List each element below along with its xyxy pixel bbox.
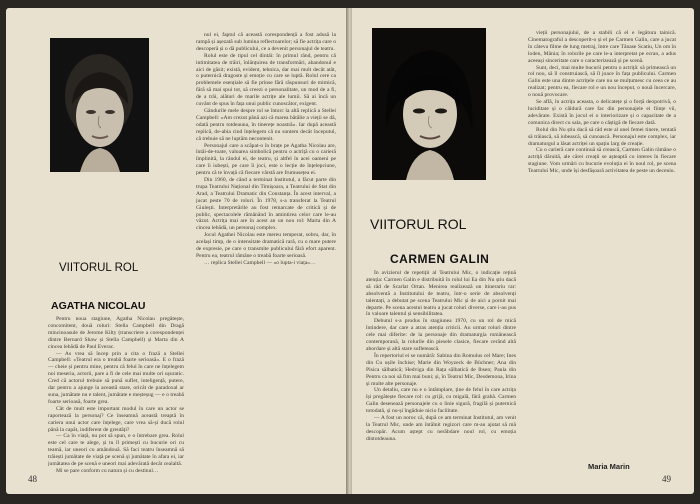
paragraph: Mi se pare conform cu natura și cu destinul…	[56, 467, 159, 474]
paragraph: Debutul s-a produs în stagiunea 1970, cu un rol de mică întindere, dar care a atras atenția criticii. Au urmat roluri dintre cele mai diferite: de la personaje din dramaturgia românească contemporană, la rolurile din piesele clasice, fiecare cerând altă abordare și altă stare sufletească.	[366, 318, 516, 352]
paragraph: vieții personajului, de a stabili că el e legătura tainică. Cinematograful a descoperit-o și el pe Carmen Galin, care a jucat în câteva filme de lung metraj, între care Tănase Scatiu, Un om în loden, Mânia; în rolurile pe care le-a interpretat pe ecran, a adus aceeași sinceritate care o caracterizează și pe scenă.	[528, 30, 676, 64]
right-text-column-1	[366, 270, 516, 482]
paragraph: În repertoriul ei se numără: Sabina din Romulus cel Mare; Ines din Cu ușile închise; Marie din Woyzeck de Büchner; Ana din Pisica sălbatică; Hedviga din Rața sălbatică de Ibsen; Paula din Pentru ca noi să fim mai buni; și, în Teatrul Mic, Desdemona, Irina și multe alte personaje.	[366, 352, 516, 387]
agatha-nicolau-portrait	[50, 38, 149, 172]
paragraph: — Ca în viață, nu pot să spun, e o întrebare grea. Rolul este cel care te alege, și tu îl primești cu bucurie ori cu teamă, iar uneori cu amândouă. Să faci teatru înseamnă să trăiești jumătate de viață pe scenă și jumătate în afara ei, iar jumătatea de pe scenă e uneori mai adevărată decât cealaltă.	[48, 433, 184, 468]
right-text-column-2	[528, 30, 676, 456]
paragraph: Gândurile mele despre rol se întorc la altă replică a Stellei Campbell: «Am crezut până azi că marea bătălie a vieții se dă, odată pentru totdeauna, în tinerețe noastră». Iar după această replică, de-abia cind înțelegem că nu suntem decât începutul, că trebuie să ne luptăm necontenit.	[196, 107, 336, 142]
paragraph: Jocul Agathei Nicolau este mereu temperat, sobru, dar, în același timp, de o intensitate dramatică rară, cu o mare putere de expresie, pe care o transmite publicului fără efort aparent. Pentru ea, teatrul rămâne o treabă foarte serioasă.	[196, 232, 336, 259]
paragraph: — A fost un noroc că, după ce am terminat Institutul, am venit la Teatrul Mic, unde am întâlnit regizori care m-au ajutat să mă descopăr. Acum aștept cu nerăbdare noul rol, cu emoția dintotdeauna.	[366, 415, 516, 442]
paragraph: În avizierul de repetiții al Teatrului Mic, o indicație rețină atenția: Carmen Galin e distribuită în rolul lui Ea din Nu știu dacă să râd de Scarlat Ortan. Menirea realizează un itinerariu rar: absolventă a Institutului de teatru, într-o serie de absolvenți talentați, a debutat pe scena Teatrului Mic și de aici a pornit mai departe. Pe scena acestui teatru a jucat roluri diverse, care i-au pus în valoare talentul și sensibilitatea.	[366, 270, 516, 318]
paragraph: Se află, în actrița aceasta, o delicatețe și o forță deopotrivă, o luciditate și o căldură care fac din personajele ei ființe vii, adevărate. Există în jocul ei o interiorizare și o capacitate de a comunica direct cu sala, pe care o câștigă de fiecare dată.	[528, 99, 676, 126]
paragraph: … replica Stellei Campbell — «o lupta-i viața»…	[204, 259, 316, 266]
left-page	[6, 8, 348, 494]
paragraph: Cât de mult este important modul în care un actor se raportează la personaj? Ce înseamnă această treaptă în cariera unui actor care înțelege, care vrea să-și ducă rolul până la capăt, indiferent de greutăți?	[48, 405, 184, 433]
article-author: Maria Marin	[588, 462, 630, 471]
paragraph: Sunt, deci, mai multe bucurii pentru o actriță: să primească un rol nou, să îl construiască, să îl joace în fața publicului. Carmen Galin este una dintre actrițele care nu se mulțumesc cu ceea ce au realizat; pentru ea, fiecare rol e un nou început, o nouă încercare, o nouă provocare.	[528, 64, 676, 99]
left-text-column-2	[196, 32, 336, 480]
left-subject-name: AGATHA NICOLAU	[51, 300, 146, 312]
paragraph: Personajul care a scăpat-o în brațe pe Agatha Nicolau are, întâi-de-toate, valoarea simbolică pentru o actriță cu o carieră împlinită, la rândul ei, de teatru, și altfel în acei oameni pe care îi iubești, pe care îi joci, este o lecție de înțelepciune, pentru că te învață că fiecare vârstă are frumusețea ei.	[196, 142, 336, 177]
carmen-galin-portrait	[372, 28, 486, 180]
right-page-number: 49	[662, 474, 671, 484]
right-page	[352, 8, 694, 494]
paragraph: nul ei, faptul că această corespondență a fost adusă la rampă și așezată sub lumina reflectoarelor; să fie actrița care o descoperă și o dă publicului, ce a devenit personajul de teatru.	[196, 32, 336, 52]
left-page-number: 48	[28, 474, 37, 484]
left-text-column-1	[48, 316, 184, 480]
paragraph: Pentru noua stagiune, Agatha Nicolau pregătește, concomitent, două roluri: Stella Campbell din Dragă mincinoasule de Jerome Kilty (transcriere a corespondenței dintre Bernard Shaw și Stella Campbell) și Marta din A cincea lebădă de Paul Everac.	[48, 316, 184, 350]
paragraph: Din 1960, de când a terminat Institutul, a făcut parte din trupa Teatrului Național din Timișoara, a Teatrului de Stat din Arad, a Teatrului Dramatic din Constanța. În acest interval, a jucat peste 70 de roluri. În 1978, s-a transferat la Teatrul Giulești. Interpretările au fost remarcate de critică și de public, spectacolele rămânând în amintirea celor care le-au văzut. Actrița mai are în acest an un nou rol: Marta din A cincea lebădă, un personaj complex.	[196, 177, 336, 232]
right-subject-name: CARMEN GALIN	[390, 252, 490, 266]
right-heading: VIITORUL ROL	[370, 216, 467, 232]
paragraph: Rolul din Nu știu dacă să râd este al unei femei tinere, tentată să trăiască, să iubească, să cunoască. Personajul este complex, iar dramaturgul a lăsat actriței un spațiu larg de creație.	[528, 126, 676, 147]
paragraph: Cu o carieră care continuă să crească, Carmen Galin rămâne o actriță dăruită, ale cărei creații se așteaptă cu interes în fiecare stagiune. Vom urmări cu bucurie evoluția ei în noul rol, pe scena Teatrului Mic, unde își desfășoară activitatea de peste un deceniu.	[528, 147, 676, 175]
paragraph: Un detaliu, care nu e o întâmplare, ține de felul în care actrița își pregătește fiecare rol: cu grijă, cu migală, fără grabă. Carmen Galin desenează personajele cu o linie sigură, fragilă și puternică totodată, și nu-și îngăduie nicio facilitate.	[366, 387, 516, 415]
paragraph: Rolul este de tipul cel dintâi: în primul rând, pentru că intimitatea de trăiri, înlănțuirea de transformări, abandonul e aici de găsit; există, evident, tehnica, dar mai mult decât atât, o puternică dragoste și emoție cu care se luptă. Rolul cere ca problemele esențiale să fie prinse fără răspunsuri de mimică, fără să mai spui tot, să creezi o personalitate, un mod de a fi, de a trăi, alături de marile actrițe ale lumii. Să ai încă un cuvânt de spus în fața unui public cunoscător, exigent.	[196, 52, 336, 108]
paragraph: — As vrea să încep prin a cita o frază a Stellei Campbell: «Teatrul era o treabă foarte serioasă». E o frază — cheie și pentru mine, pentru că felul în care ne înțelegem noi meseria, actorii, pare a fi de cele mai multe ori ușuratic. Cred că actorul trebuie să pună suflet, inteligență, putere, dar pentru a ajunge la această stare, oricât de paradoxal ar suna, jumătate nu e talent, jumătate e meșteșug — e o treabă foarte serioasă, foarte grea.	[48, 350, 184, 405]
left-heading: VIITORUL ROL	[59, 262, 139, 274]
